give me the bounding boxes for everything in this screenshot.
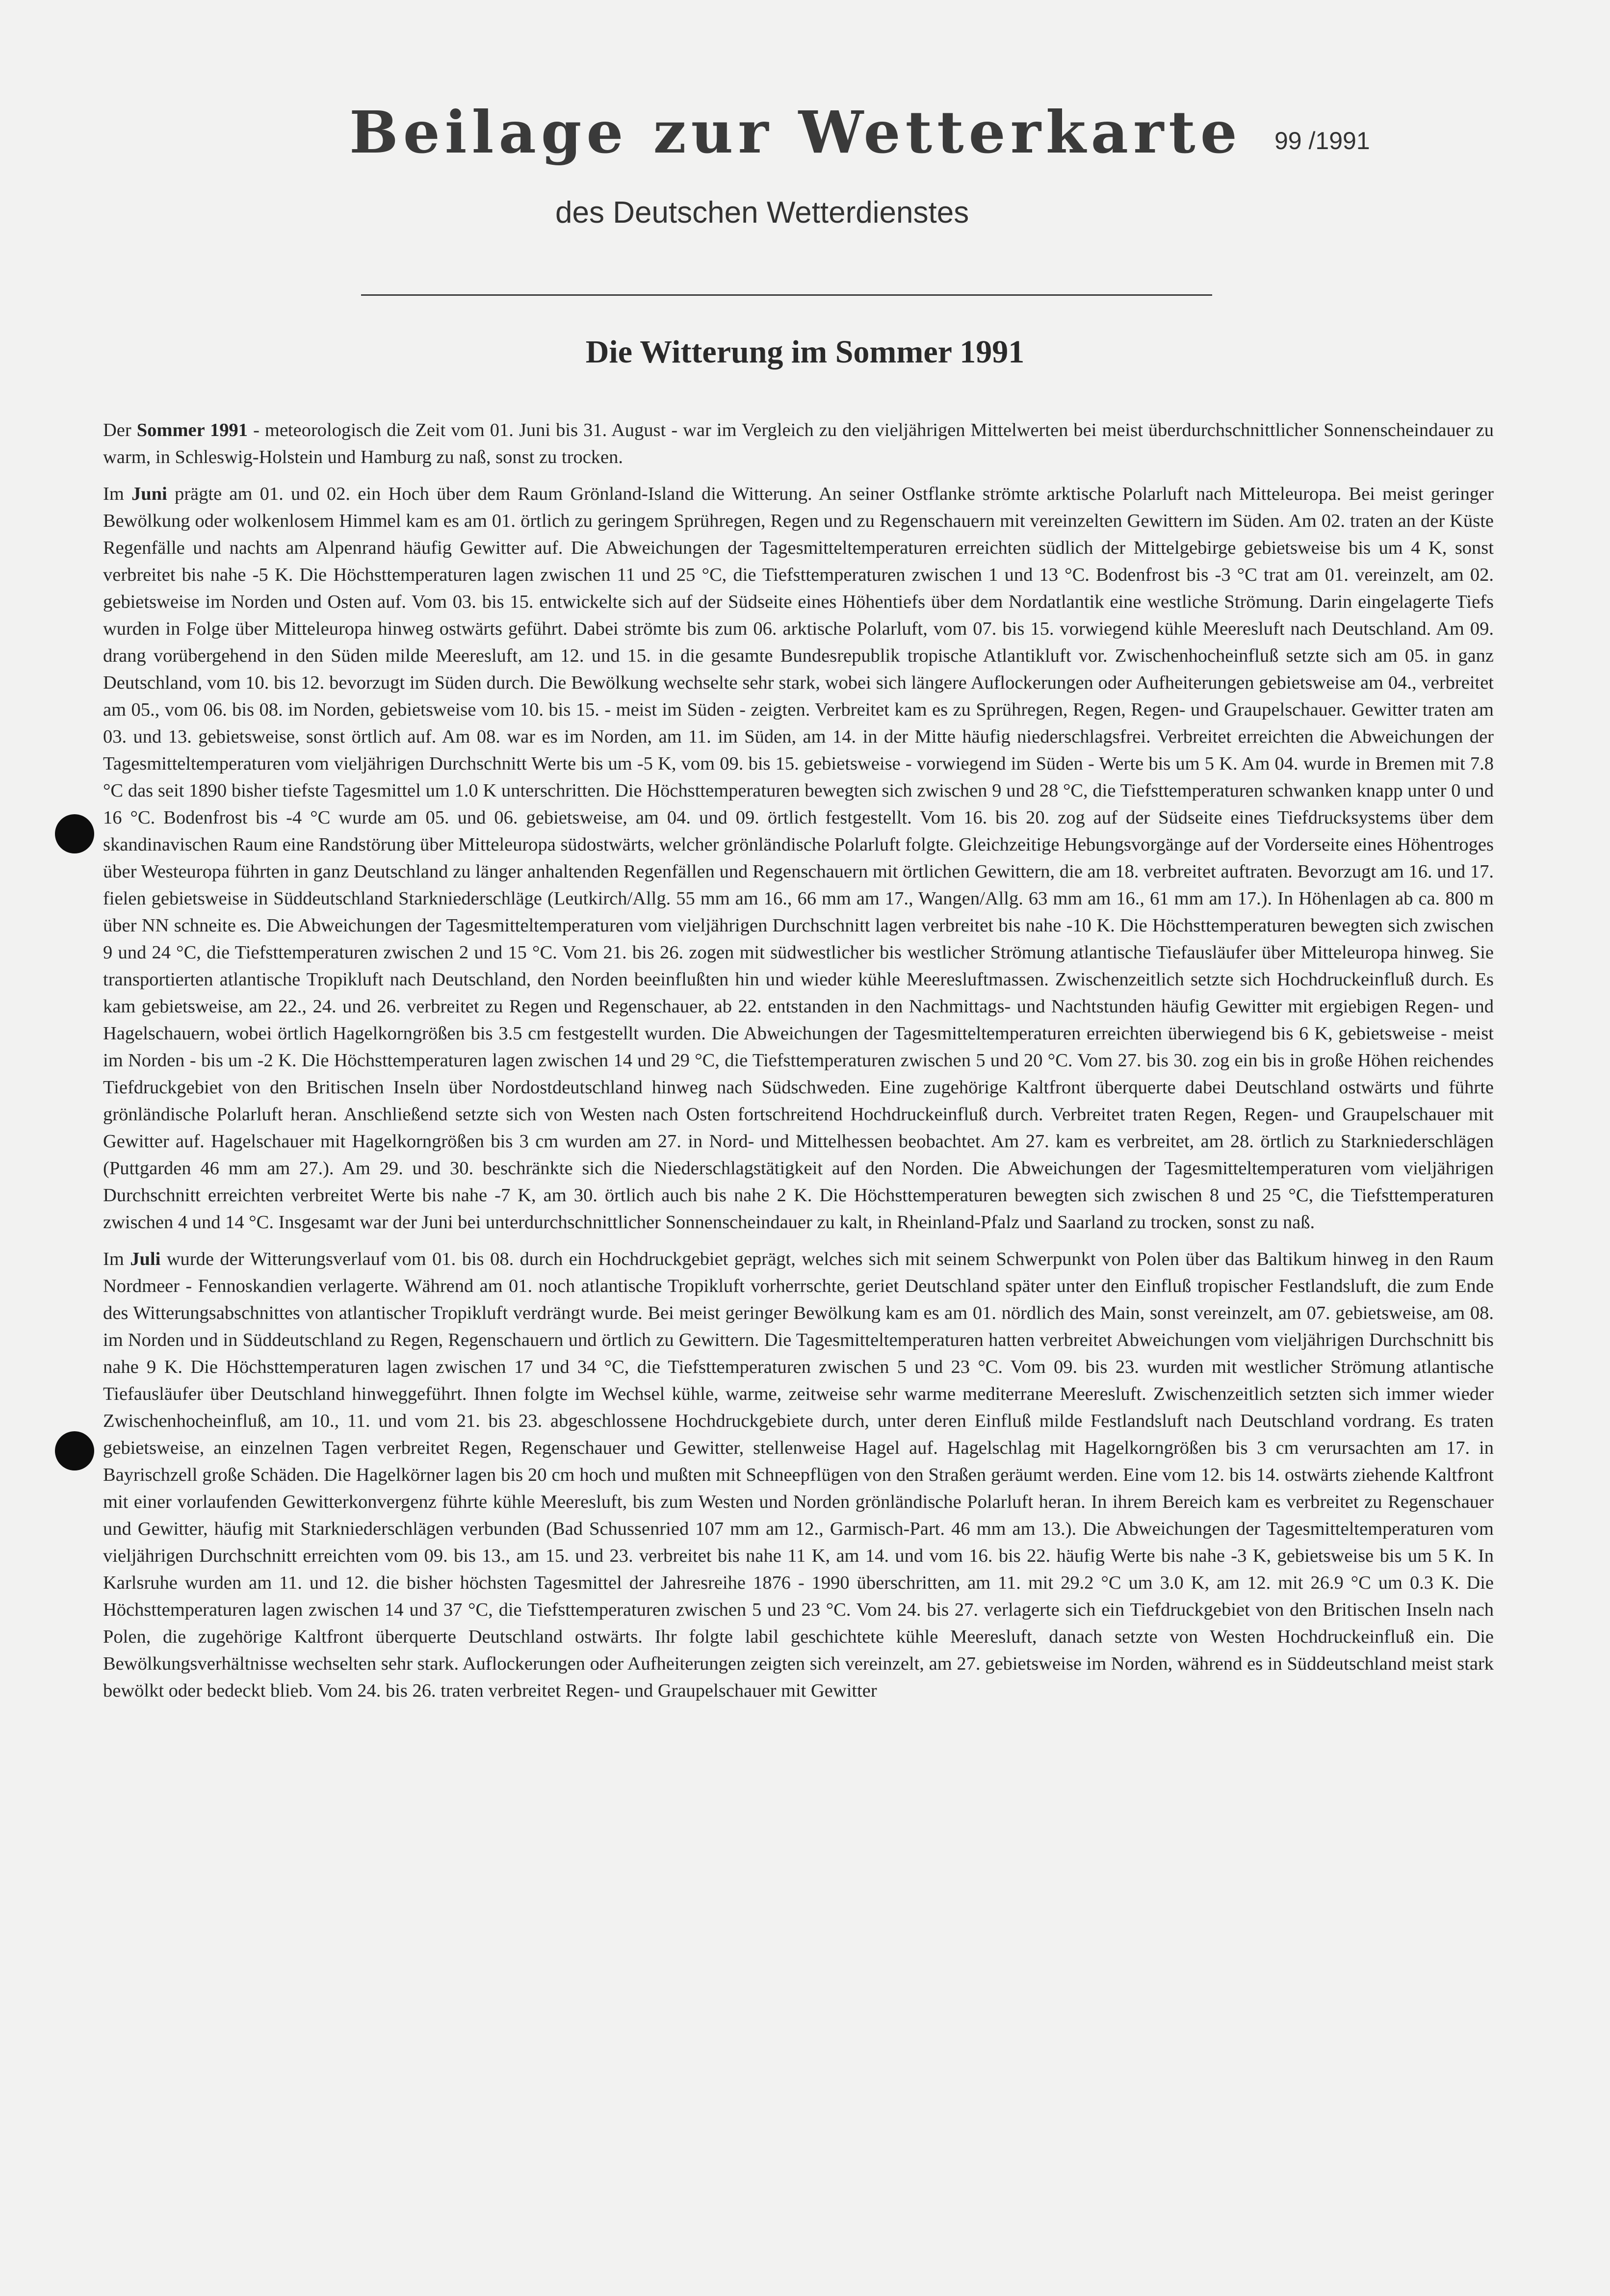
header-title: Beilage zur Wetterkarte (349, 98, 1242, 166)
intro-paragraph (103, 417, 1494, 471)
article-body (103, 417, 1494, 1714)
header-divider (361, 294, 1212, 296)
july-text: wurde der Witterungsverlauf vom 01. bis 08. durch ein Hochdruckgebiet geprägt, welches sich mit seinem Schwerpunkt von Polen über das Baltikum hinweg in den Raum Nordmeer - Fennoskandien verlagerte. Während am 01. noch atlantische Tropikluft vorherrschte, geriet Deutschland später unter den Einfluß tropischer Festlandsluft, die zum Ende des Witterungsabschnittes von atlantischer Tropikluft verdrängt wurde. Bei meist geringer Bewölkung kam es am 01. nördlich des Main, sonst vereinzelt, am 07. gebietsweise, am 08. im Norden und in Süddeutschland zu Regen, Regenschauern und örtlich zu Gewittern. Die Tagesmitteltemperaturen hatten verbreitet Abweichungen vom vieljährigen Durchschnitt bis nahe 9 K. Die Höchsttemperaturen lagen zwischen 17 und 34 °C, die Tiefsttemperaturen zwischen 5 und 23 °C. Vom 09. bis 23. wurden mit westlicher Strömung atlantische Tiefausläufer über Deutschland hinweggeführt. Ihnen folgte im Wechsel kühle, warme, zeitweise sehr warme mediterrane Meeresluft. Zwischenzeitlich setzten sich immer wieder Zwischenhocheinfluß, am 10., 11. und vom 21. bis 23. abgeschlossene Hochdruckgebiete durch, unter deren Einfluß milde Festlandsluft nach Deutschland vordrang. Es traten gebietsweise, an einzelnen Tagen verbreitet Regen, Regenschauer und Gewitter, stellenweise Hagel auf. Hagelschlag mit Hagelkorngrößen bis 3 cm verursachten am 17. in Bayrischzell große Schäden. Die Hagelkörner lagen bis 20 cm hoch und mußten mit Schneepflügen von den Straßen geräumt werden. Eine vom 12. bis 14. ostwärts ziehende Kaltfront mit einer vorlaufenden Gewitterkonvergenz führte kühle Meeresluft, bis zum Westen und Norden grönländische Polarluft heran. In ihrem Bereich kam es verbreitet zu Regenschauer und Gewitter, häufig mit Starkniederschlägen verbunden (Bad Schussenried 107 mm am 12., Garmisch-Part. 46 mm am 13.). Die Abweichungen der Tagesmitteltemperaturen vom vieljährigen Durchschnitt erreichten vom 09. bis 13., am 15. und 23. verbreitet bis nahe 11 K, am 14. und vom 16. bis 22. häufig Werte bis nahe -3 K, gebietsweise bis um 5 K. In Karlsruhe wurden am 11. und 12. die bisher höchsten Tagesmittel der Jahresreihe 1876 - 1990 überschritten, am 11. mit 29.2 °C um 3.0 K, am 12. mit 26.9 °C um 0.3 K. Die Höchsttemperaturen lagen zwischen 14 und 37 °C, die Tiefsttemperaturen zwischen 5 und 23 °C. Vom 24. bis 27. verlagerte sich ein Tiefdruckgebiet von den Britischen Inseln nach Polen, die zugehörige Kaltfront überquerte Deutschland ostwärts. Ihr folgte labil geschichtete kühle Meeresluft, danach setzte von Westen Hochdruckeinfluß ein. Die Bewölkungsverhältnisse wechselten sehr stark. Auflockerungen oder Aufheiterungen zeigten sich vereinzelt, am 27. gebietsweise im Norden, während es in Süddeutschland meist stark bewölkt oder bedeckt blieb. Vom 24. bis 26. traten verbreitet Regen- und Graupelschauer mit Gewitter (103, 1249, 1494, 1701)
june-paragraph (103, 481, 1494, 1236)
issue-number: 99 /1991 (1274, 127, 1370, 155)
intro-lead: Der (103, 420, 137, 440)
july-bold: Juli (130, 1249, 161, 1269)
june-lead: Im (103, 484, 131, 504)
punch-hole-lower (55, 1431, 94, 1470)
june-text: prägte am 01. und 02. ein Hoch über dem Raum Grönland-Island die Witterung. An seiner Ostflanke strömte arktische Polarluft nach Mitteleuropa. Bei meist geringer Bewölkung oder wolkenlosem Himmel kam es am 01. örtlich zu geringem Sprühregen, Regen und zu Regenschauern mit vereinzelten Gewittern im Süden. Am 02. traten an der Küste Regenfälle und nachts am Alpenrand häufig Gewitter auf. Die Abweichungen der Tagesmitteltemperaturen erreichten südlich der Mittelgebirge gebietsweise bis um 4 K, sonst verbreitet bis nahe -5 K. Die Höchsttemperaturen lagen zwischen 11 und 25 °C, die Tiefsttemperaturen zwischen 1 und 13 °C. Bodenfrost bis -3 °C trat am 01. vereinzelt, am 02. gebietsweise im Norden und Osten auf. Vom 03. bis 15. entwickelte sich auf der Südseite eines Höhentiefs über dem Nordatlantik eine westliche Strömung. Darin eingelagerte Tiefs wurden in Folge über Mitteleuropa hinweg ostwärts geführt. Dabei strömte bis zum 06. arktische Polarluft, vom 07. bis 15. vorwiegend kühle Meeresluft nach Deutschland. Am 09. drang vorübergehend in den Süden milde Meeresluft, am 12. und 15. in die gesamte Bundesrepublik tropische Atlantikluft vor. Zwischenhocheinfluß setzte sich am 05. in ganz Deutschland, vom 10. bis 12. bevorzugt im Süden durch. Die Bewölkung wechselte sehr stark, wobei sich längere Auflockerungen oder Aufheiterungen gebietsweise am 04., verbreitet am 05., vom 06. bis 08. im Norden, gebietsweise vom 10. bis 15. - meist im Süden - zeigten. Verbreitet kam es zu Sprühregen, Regen, Regen- und Graupelschauer. Gewitter traten am 03. und 13. gebietsweise, sonst örtlich auf. Am 08. war es im Norden, am 11. im Süden, am 14. in der Mitte häufig niederschlagsfrei. Verbreitet erreichten die Abweichungen der Tagesmitteltemperaturen vom vieljährigen Durchschnitt Werte bis um -5 K, vom 09. bis 15. gebietsweise - vorwiegend im Süden - Werte bis um 5 K. Am 04. wurde in Bremen mit 7.8 °C das seit 1890 bisher tiefste Tagesmittel um 1.0 K unterschritten. Die Höchsttemperaturen bewegten sich zwischen 9 und 28 °C, die Tiefsttemperaturen schwanken knapp unter 0 und 16 °C. Bodenfrost bis -4 °C wurde am 05. und 06. gebietsweise, am 04. und 09. örtlich festgestellt. Vom 16. bis 20. zog auf der Südseite eines Tiefdrucksystems über dem skandinavischen Raum eine Randstörung über Mitteleuropa südostwärts, welcher grönländische Polarluft folgte. Gleichzeitige Hebungsvorgänge auf der Vorderseite eines Höhentroges über Westeuropa führten in ganz Deutschland zu länger anhaltenden Regenfällen und Regenschauern mit örtlichen Gewittern, die am 18. verbreitet auftraten. Bevorzugt am 16. und 17. fielen gebietsweise in Süddeutschland Starkniederschläge (Leutkirch/Allg. 55 mm am 16., 66 mm am 17., Wangen/Allg. 63 mm am 16., 61 mm am 17.). In Höhenlagen ab ca. 800 m über NN schneite es. Die Abweichungen der Tagesmitteltemperaturen vom vieljährigen Durchschnitt lagen verbreitet bis nahe -10 K. Die Höchsttemperaturen bewegten sich zwischen 9 und 24 °C, die Tiefsttemperaturen zwischen 2 und 15 °C. Vom 21. bis 26. zogen mit südwestlicher bis westlicher Strömung atlantische Tiefausläufer über Mitteleuropa hinweg. Sie transportierten atlantische Tropikluft nach Deutschland, den Norden beeinflußten hin und wieder kühle Meeresluftmassen. Zwischenzeitlich setzte sich Hochdruckeinfluß durch. Es kam gebietsweise, am 22., 24. und 26. verbreitet zu Regen und Regenschauer, ab 22. entstanden in den Nachmittags- und Nachtstunden häufig Gewitter mit ergiebigen Regen- und Hagelschauern, wobei örtlich Hagelkorngrößen bis 3.5 cm festgestellt wurden. Die Abweichungen der Tagesmitteltemperaturen erreichten überwiegend bis 6 K, gebietsweise - meist im Norden - bis um -2 K. Die Höchsttemperaturen lagen zwischen 14 und 29 °C, die Tiefsttemperaturen zwischen 5 und 20 °C. Vom 27. bis 30. zog ein bis in große Höhen reichendes Tiefdruckgebiet von den Britischen Inseln über Nordostdeutschland hinweg nach Südschweden. Eine zugehörige Kaltfront überquerte dabei Deutschland ostwärts und führte grönländische Polarluft heran. Anschließend setzte sich von Westen nach Osten fortschreitend Hochdruckeinfluß durch. Verbreitet traten Regen, Regen- und Graupelschauer mit Gewitter auf. Hagelschauer mit Hagelkorngrößen bis 3 cm wurden am 27. in Nord- und Mittelhessen beobachtet. Am 27. kam es verbreitet, am 28. örtlich zu Starkniederschlägen (Puttgarden 46 mm am 27.). Am 29. und 30. beschränkte sich die Niederschlagstätigkeit auf den Norden. Die Abweichungen der Tagesmitteltemperaturen vom vieljährigen Durchschnitt erreichten verbreitet Werte bis nahe -7 K, am 30. örtlich auch bis nahe 2 K. Die Höchsttemperaturen bewegten sich zwischen 8 und 25 °C, die Tiefsttemperaturen zwischen 4 und 14 °C. Insgesamt war der Juni bei unterdurchschnittlicher Sonnenscheindauer zu kalt, in Rheinland-Pfalz und Saarland zu trocken, sonst zu naß. (103, 484, 1494, 1233)
intro-bold: Sommer 1991 (136, 420, 248, 440)
article-title: Die Witterung im Sommer 1991 (585, 334, 1025, 370)
intro-text: - meteorologisch die Zeit vom 01. Juni bis 31. August - war im Vergleich zu den vieljährigen Mittelwerten bei meist überdurchschnittlicher Sonnenscheindauer zu warm, in Schleswig-Holstein und Hamburg zu naß, sonst zu trocken. (103, 420, 1494, 467)
july-paragraph (103, 1246, 1494, 1704)
july-lead: Im (103, 1249, 130, 1269)
june-bold: Juni (131, 484, 167, 504)
punch-hole-upper (55, 814, 94, 853)
header-subtitle: des Deutschen Wetterdienstes (555, 196, 969, 230)
